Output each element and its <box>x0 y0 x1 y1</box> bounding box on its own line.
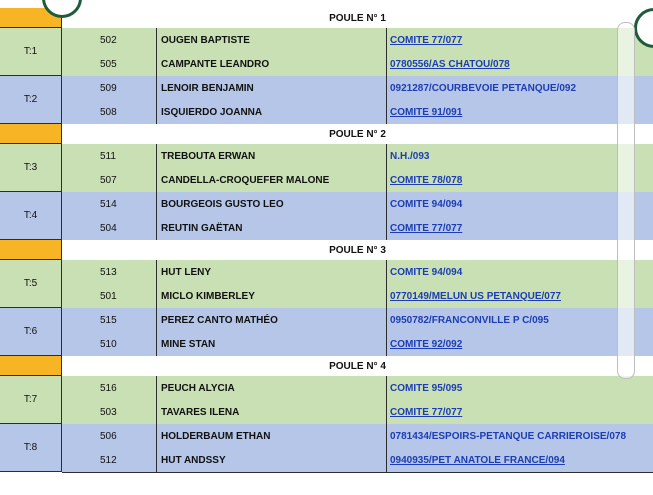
player-club-link[interactable]: COMITE 77/077 <box>386 216 653 240</box>
player-club-link[interactable]: COMITE 77/077 <box>386 28 653 52</box>
player-number: 502 <box>100 34 117 46</box>
player-row <box>62 100 653 125</box>
team-label: T:4 <box>0 192 62 240</box>
player-number: 516 <box>100 382 117 394</box>
team-label: T:3 <box>0 144 62 192</box>
player-club-link[interactable]: COMITE 94/094 <box>386 260 653 284</box>
player-row <box>62 260 653 285</box>
team-label: T:6 <box>0 308 62 356</box>
player-number: 501 <box>100 290 117 302</box>
player-number: 503 <box>100 406 117 418</box>
poule-title: POULE N° 2 <box>62 124 653 145</box>
team-label: T:7 <box>0 376 62 424</box>
player-club-link[interactable]: COMITE 77/077 <box>386 400 653 424</box>
player-row <box>62 192 653 217</box>
player-row <box>62 400 653 425</box>
player-name: CANDELLA-CROQUEFER MALONE <box>156 168 386 192</box>
player-number: 512 <box>100 454 117 466</box>
player-name: REUTIN GAËTAN <box>156 216 386 240</box>
player-row <box>62 28 653 53</box>
player-club-link[interactable]: COMITE 78/078 <box>386 168 653 192</box>
player-row <box>62 284 653 309</box>
player-number: 506 <box>100 430 117 442</box>
player-name: PEREZ CANTO MATHÉO <box>156 308 386 332</box>
player-name: TREBOUTA ERWAN <box>156 144 386 168</box>
player-row <box>62 216 653 241</box>
team-label: T:5 <box>0 260 62 308</box>
scrollbar[interactable] <box>617 22 635 379</box>
team-label: T:1 <box>0 28 62 76</box>
player-row <box>62 332 653 357</box>
player-number: 511 <box>100 150 116 162</box>
player-row <box>62 52 653 77</box>
player-name: PEUCH ALYCIA <box>156 376 386 400</box>
player-number: 504 <box>100 222 117 234</box>
player-row <box>62 168 653 193</box>
player-club-link[interactable]: 0940935/PET ANATOLE FRANCE/094 <box>386 448 653 472</box>
player-number: 505 <box>100 58 117 70</box>
poule-title: POULE N° 4 <box>62 356 653 377</box>
player-club-link[interactable]: 0781434/ESPOIRS-PETANQUE CARRIEROISE/078 <box>386 424 653 448</box>
player-number: 509 <box>100 82 117 94</box>
player-number: 508 <box>100 106 117 118</box>
player-club-link[interactable]: COMITE 92/092 <box>386 332 653 356</box>
player-club-link[interactable]: N.H./093 <box>386 144 653 168</box>
poule-header-spacer <box>0 124 62 144</box>
player-row <box>62 448 653 473</box>
player-club-link[interactable]: COMITE 94/094 <box>386 192 653 216</box>
player-name: BOURGEOIS GUSTO LEO <box>156 192 386 216</box>
player-name: CAMPANTE LEANDRO <box>156 52 386 76</box>
player-number: 507 <box>100 174 117 186</box>
player-name: HUT LENY <box>156 260 386 284</box>
poule-title: POULE N° 3 <box>62 240 653 261</box>
player-row <box>62 308 653 333</box>
player-number: 513 <box>100 266 117 278</box>
player-name: MINE STAN <box>156 332 386 356</box>
team-label: T:8 <box>0 424 62 472</box>
player-club-link[interactable]: COMITE 95/095 <box>386 376 653 400</box>
player-name: HUT ANDSSY <box>156 448 386 472</box>
player-club-link[interactable]: 0770149/MELUN US PETANQUE/077 <box>386 284 653 308</box>
player-row <box>62 76 653 101</box>
player-number: 514 <box>100 198 117 210</box>
player-row <box>62 424 653 449</box>
player-name: MICLO KIMBERLEY <box>156 284 386 308</box>
player-name: ISQUIERDO JOANNA <box>156 100 386 124</box>
poule-header-spacer <box>0 240 62 260</box>
player-club-link[interactable]: 0780556/AS CHATOU/078 <box>386 52 653 76</box>
top-border <box>0 0 653 8</box>
team-label: T:2 <box>0 76 62 124</box>
player-name: LENOIR BENJAMIN <box>156 76 386 100</box>
player-row <box>62 376 653 401</box>
player-club-link[interactable]: 0950782/FRANCONVILLE P C/095 <box>386 308 653 332</box>
player-club-link[interactable]: COMITE 91/091 <box>386 100 653 124</box>
player-name: OUGEN BAPTISTE <box>156 28 386 52</box>
poule-header-spacer <box>0 356 62 376</box>
player-row <box>62 144 653 169</box>
player-name: HOLDERBAUM ETHAN <box>156 424 386 448</box>
poule-title: POULE N° 1 <box>62 8 653 29</box>
player-club-link[interactable]: 0921287/COURBEVOIE PETANQUE/092 <box>386 76 653 100</box>
player-number: 510 <box>100 338 117 350</box>
player-number: 515 <box>100 314 117 326</box>
player-name: TAVARES ILENA <box>156 400 386 424</box>
